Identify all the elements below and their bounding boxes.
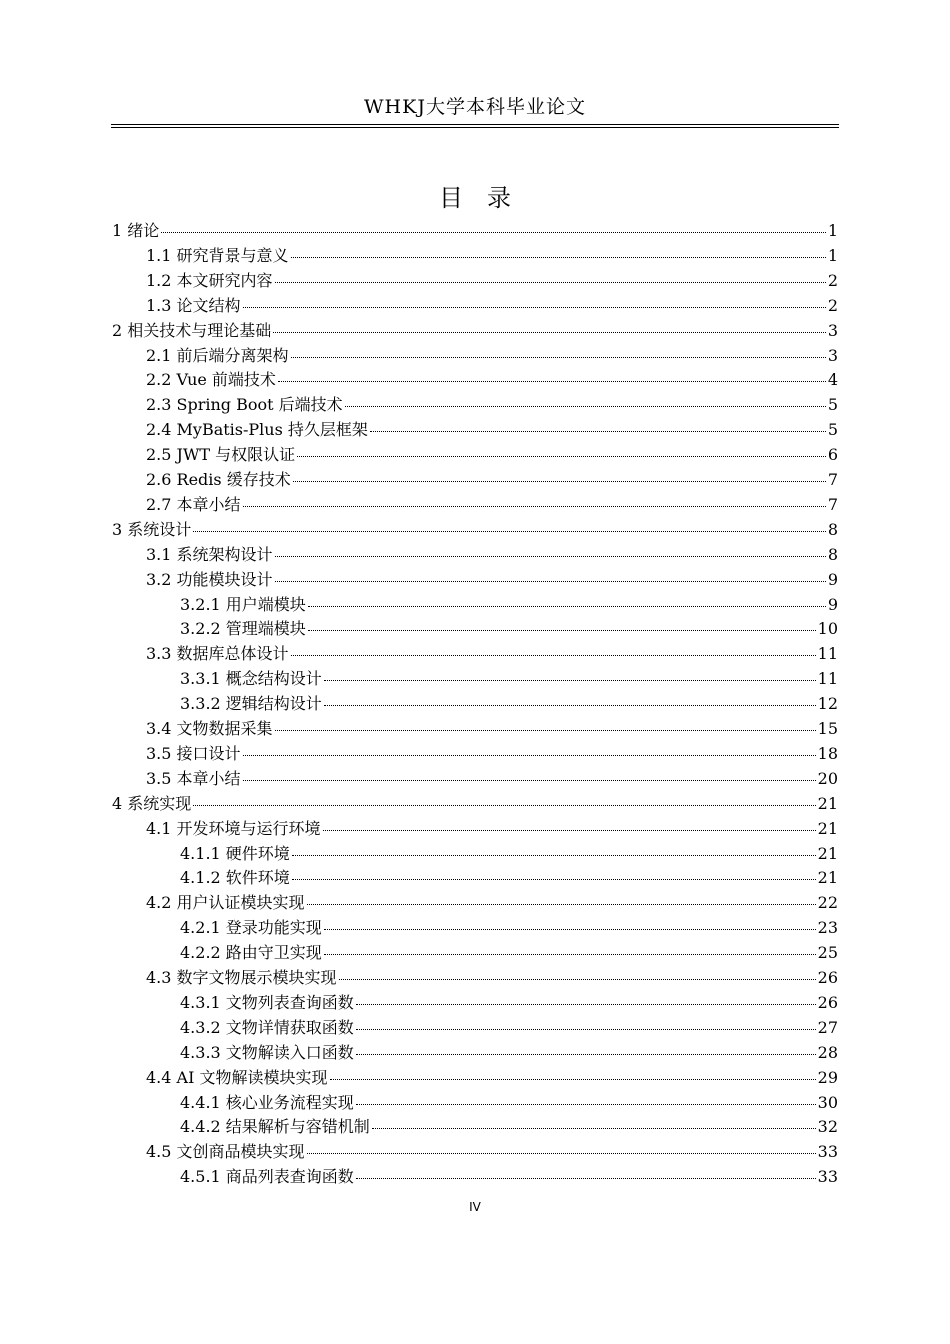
toc-dot-leader xyxy=(243,764,816,781)
toc-entry-page: 28 xyxy=(817,1042,838,1062)
toc-entry-page: 8 xyxy=(827,519,838,539)
toc-entry[interactable] xyxy=(146,468,838,492)
toc-entry-label: 4.2 用户认证模块实现 xyxy=(146,893,305,913)
toc-entry-label: 4.3.2 文物详情获取函数 xyxy=(180,1017,354,1037)
toc-entry-label: 2.2 Vue 前端技术 xyxy=(146,370,276,390)
toc-dot-leader xyxy=(356,988,816,1005)
toc-dot-leader xyxy=(193,515,826,532)
toc-dot-leader xyxy=(243,739,816,756)
toc-dot-leader xyxy=(308,590,826,607)
toc-dot-leader xyxy=(161,216,826,233)
toc-entry-page: 30 xyxy=(817,1092,838,1112)
toc-dot-leader xyxy=(273,316,826,333)
toc-entry-label: 4.5 文创商品模块实现 xyxy=(146,1142,305,1162)
toc-entry-label: 3.5 本章小结 xyxy=(146,768,241,788)
toc-entry-label: 4.1 开发环境与运行环境 xyxy=(146,818,321,838)
page-number: IV xyxy=(469,1200,481,1214)
toc-entry[interactable] xyxy=(146,817,838,841)
toc-dot-leader xyxy=(330,1063,816,1080)
toc-dot-leader xyxy=(307,1137,816,1154)
toc-entry[interactable] xyxy=(146,368,838,392)
toc-entry-label: 2.3 Spring Boot 后端技术 xyxy=(146,395,343,415)
toc-entry-label: 4 系统实现 xyxy=(112,793,192,813)
toc-entry[interactable] xyxy=(180,941,838,965)
toc-entry[interactable] xyxy=(146,891,838,915)
toc-entry-label: 3.5 接口设计 xyxy=(146,743,241,763)
toc-entry-page: 18 xyxy=(817,743,838,763)
toc-entry-label: 2.5 JWT 与权限认证 xyxy=(146,445,296,465)
toc-entry-page: 5 xyxy=(827,395,838,415)
toc-dot-leader xyxy=(356,1162,816,1179)
toc-entry[interactable] xyxy=(146,344,838,368)
toc-dot-leader xyxy=(370,415,826,432)
toc-entry-page: 7 xyxy=(827,494,838,514)
toc-entry[interactable] xyxy=(146,244,838,268)
toc-dot-leader xyxy=(275,714,816,731)
toc-entry-label: 4.3.3 文物解读入口函数 xyxy=(180,1042,354,1062)
toc-entry-page: 21 xyxy=(817,868,838,888)
toc-entry[interactable] xyxy=(180,842,838,866)
toc-entry[interactable] xyxy=(146,717,838,741)
toc-dot-leader xyxy=(292,839,816,856)
toc-dot-leader xyxy=(323,814,816,831)
header-rule-double xyxy=(111,127,839,128)
toc-dot-leader xyxy=(275,540,826,557)
header-rule xyxy=(111,124,839,125)
toc-entry[interactable] xyxy=(180,1165,838,1189)
toc-dot-leader xyxy=(275,266,826,283)
toc-entry[interactable] xyxy=(180,1115,838,1139)
toc-entry-page: 32 xyxy=(817,1117,838,1137)
toc-entry-label: 4.1.1 硬件环境 xyxy=(180,843,290,863)
toc-dot-leader xyxy=(243,291,826,308)
toc-entry[interactable] xyxy=(180,1016,838,1040)
toc-entry-label: 1.3 论文结构 xyxy=(146,295,241,315)
toc-entry[interactable] xyxy=(146,1140,838,1164)
toc-entry-label: 3.2.2 管理端模块 xyxy=(180,619,306,639)
toc-entry-page: 10 xyxy=(817,619,838,639)
toc-entry[interactable] xyxy=(180,916,838,940)
toc-entry-label: 4.3 数字文物展示模块实现 xyxy=(146,968,337,987)
toc-entry[interactable] xyxy=(146,543,838,567)
toc-entry-page: 20 xyxy=(817,768,838,788)
toc-entry-page: 5 xyxy=(827,420,838,440)
toc-entry-page: 12 xyxy=(817,694,838,714)
toc-entry-label: 2.1 前后端分离架构 xyxy=(146,345,289,365)
toc-entry[interactable] xyxy=(146,742,838,766)
toc-entry-label: 3.2 功能模块设计 xyxy=(146,569,273,589)
toc-entry[interactable] xyxy=(146,393,838,417)
toc-entry-label: 3.3 数据库总体设计 xyxy=(146,644,289,664)
toc-dot-leader xyxy=(308,614,816,631)
toc-entry[interactable] xyxy=(146,443,838,467)
toc-entry-label: 2 相关技术与理论基础 xyxy=(112,320,272,340)
toc-entry-page: 6 xyxy=(827,445,838,465)
toc-entry-page: 3 xyxy=(827,320,838,340)
toc-entry-label: 3 系统设计 xyxy=(112,519,192,539)
toc-entry-page: 21 xyxy=(817,793,838,813)
toc-entry-page: 33 xyxy=(817,1167,838,1187)
toc-dot-leader xyxy=(292,863,816,880)
toc-entry[interactable] xyxy=(112,518,838,542)
toc-dot-leader xyxy=(291,241,826,258)
toc-entry-page: 4 xyxy=(827,370,838,390)
toc-entry-label: 4.5.1 商品列表查询函数 xyxy=(180,1167,354,1187)
toc-entry-label: 2.4 MyBatis-Plus 持久层框架 xyxy=(146,420,368,440)
toc-title: 目 录 xyxy=(439,184,511,212)
toc-dot-leader xyxy=(356,1088,816,1105)
toc-entry[interactable] xyxy=(180,866,838,890)
toc-entry-page: 33 xyxy=(817,1142,838,1162)
toc-entry-label: 2.6 Redis 缓存技术 xyxy=(146,470,291,489)
toc-entry[interactable] xyxy=(180,1091,838,1115)
toc-entry-label: 4.4.2 结果解析与容错机制 xyxy=(180,1117,370,1137)
toc-dot-leader xyxy=(324,938,816,955)
toc-dot-leader xyxy=(278,365,826,382)
toc-entry[interactable] xyxy=(180,991,838,1015)
toc-dot-leader xyxy=(356,1013,816,1030)
toc-entry-label: 4.4.1 核心业务流程实现 xyxy=(180,1092,354,1112)
toc-entry-label: 4.2.1 登录功能实现 xyxy=(180,918,322,938)
toc-dot-leader xyxy=(243,490,826,507)
toc-dot-leader xyxy=(372,1112,816,1129)
toc-entry-label: 4.2.2 路由守卫实现 xyxy=(180,943,322,963)
toc-dot-leader xyxy=(275,565,826,582)
toc-entry-page: 29 xyxy=(817,1067,838,1087)
toc-entry-page: 9 xyxy=(827,569,838,589)
toc-dot-leader xyxy=(297,440,826,457)
toc-entry[interactable] xyxy=(112,319,838,343)
toc-entry-page: 21 xyxy=(817,843,838,863)
toc-entry-label: 3.3.1 概念结构设计 xyxy=(180,669,322,689)
toc-entry-label: 1 绪论 xyxy=(112,221,160,240)
toc-entry[interactable] xyxy=(146,966,838,990)
toc-dot-leader xyxy=(356,1038,816,1055)
toc-entry-page: 11 xyxy=(817,669,838,689)
toc-dot-leader xyxy=(193,789,815,806)
toc-entry-page: 21 xyxy=(817,818,838,838)
toc-dot-leader xyxy=(307,888,816,905)
toc-entry-label: 1.1 研究背景与意义 xyxy=(146,245,289,265)
toc-dot-leader xyxy=(324,913,816,930)
toc-entry[interactable] xyxy=(180,1041,838,1065)
toc-entry-page: 23 xyxy=(817,918,838,938)
toc-entry-page: 26 xyxy=(817,992,838,1012)
toc-entry-page: 9 xyxy=(827,594,838,614)
toc-dot-leader xyxy=(339,963,816,980)
toc-dot-leader xyxy=(291,639,816,656)
toc-entry-label: 3.3.2 逻辑结构设计 xyxy=(180,694,322,714)
toc-dot-leader xyxy=(324,664,816,681)
toc-entry[interactable] xyxy=(112,792,838,816)
toc-dot-leader xyxy=(324,689,816,706)
toc-entry-label: 3.2.1 用户端模块 xyxy=(180,594,306,614)
toc-dot-leader xyxy=(291,341,826,358)
toc-entry-page: 25 xyxy=(817,943,838,963)
toc-entry-page: 15 xyxy=(817,719,838,738)
toc-entry[interactable] xyxy=(146,269,838,293)
toc-entry-label: 4.1.2 软件环境 xyxy=(180,868,290,888)
toc-entry-label: 1.2 本文研究内容 xyxy=(146,270,273,290)
toc-entry[interactable] xyxy=(146,642,838,666)
toc-entry-page: 22 xyxy=(817,893,838,913)
toc-entry-page: 7 xyxy=(827,470,838,489)
toc-entry-page: 27 xyxy=(817,1017,838,1037)
toc-entry[interactable] xyxy=(146,493,838,517)
toc-entry[interactable] xyxy=(146,294,838,318)
toc-entry[interactable] xyxy=(180,617,838,641)
toc-entry[interactable] xyxy=(146,767,838,791)
toc-dot-leader xyxy=(345,390,826,407)
toc-entry[interactable] xyxy=(112,219,838,243)
toc-entry-page: 11 xyxy=(817,644,838,664)
toc-entry-label: 4.4 AI 文物解读模块实现 xyxy=(146,1067,328,1087)
toc-entry[interactable] xyxy=(146,418,838,442)
toc-entry-page: 2 xyxy=(827,295,838,315)
toc-entry-page: 26 xyxy=(817,968,838,987)
toc-entry[interactable] xyxy=(180,593,838,617)
toc-entry-page: 1 xyxy=(827,245,838,265)
toc-entry-label: 3.4 文物数据采集 xyxy=(146,719,273,738)
toc-entry[interactable] xyxy=(146,568,838,592)
toc-entry[interactable] xyxy=(146,1066,838,1090)
toc-entry-page: 2 xyxy=(827,270,838,290)
toc-entry-page: 8 xyxy=(827,544,838,564)
toc-entry-page: 3 xyxy=(827,345,838,365)
toc-entry[interactable] xyxy=(180,667,838,691)
toc-entry-label: 2.7 本章小结 xyxy=(146,494,241,514)
toc-entry[interactable] xyxy=(180,692,838,716)
running-header-title: WHKJ大学本科毕业论文 xyxy=(364,96,586,118)
toc-dot-leader xyxy=(293,465,826,482)
toc-entry-page: 1 xyxy=(827,221,838,240)
toc-entry-label: 3.1 系统架构设计 xyxy=(146,544,273,564)
toc-entry-label: 4.3.1 文物列表查询函数 xyxy=(180,992,354,1012)
